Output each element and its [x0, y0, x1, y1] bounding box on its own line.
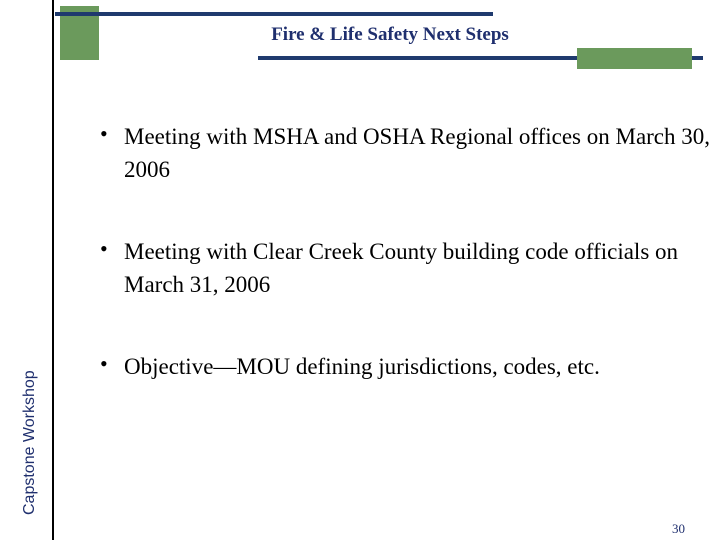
bullet-item — [100, 120, 715, 186]
bullet-icon: • — [100, 351, 108, 376]
bullet-item — [100, 350, 715, 383]
bullet-list — [100, 120, 715, 383]
slide-title: Fire & Life Safety Next Steps — [271, 24, 509, 45]
page-number: 30 — [672, 521, 685, 536]
sidebar-vertical-label: Capstone Workshop — [21, 370, 38, 515]
bullet-text: Meeting with Clear Creek County building code officials on March 31, 2006 — [124, 239, 679, 297]
bullet-icon: • — [100, 236, 108, 261]
sidebar-divider-line — [52, 0, 54, 540]
bullet-icon: • — [100, 121, 108, 146]
decor-green-block-right — [577, 48, 692, 69]
bullet-text: Objective—MOU defining jurisdictions, codes, etc. — [124, 354, 600, 379]
decor-navy-bar-top — [55, 12, 493, 16]
bullet-item — [100, 235, 715, 301]
bullet-text: Meeting with MSHA and OSHA Regional offices on March 30, 2006 — [124, 124, 711, 182]
